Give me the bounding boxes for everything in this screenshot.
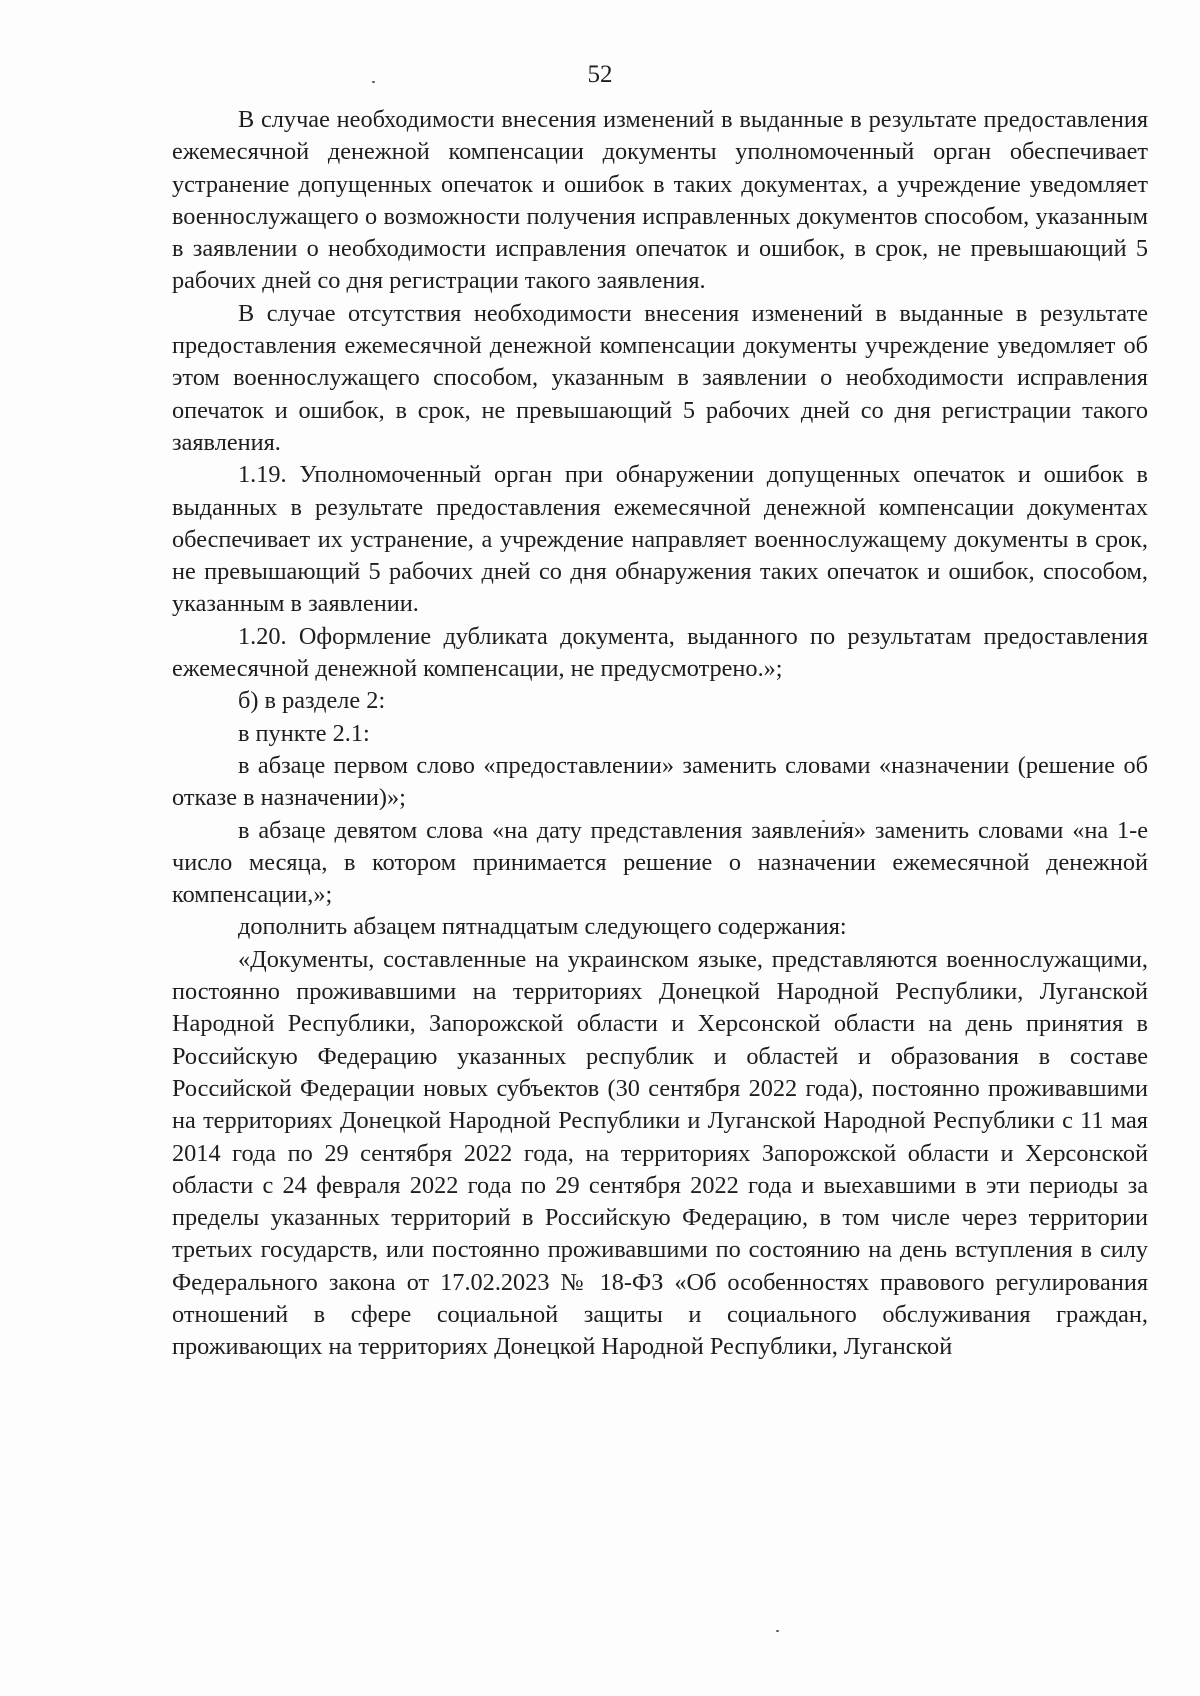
paragraph: В случае отсутствия необходимости внесения изменений в выданные в результате предоставления ежемесячной денежной компенсации документы учреждение уведомляет об этом военнослужащего способом, указанным в заявлении о необходимости исправления опечаток и ошибок, в срок, не превышающий 5 рабочих дней со дня регистрации такого заявления. — [172, 299, 1148, 456]
paragraph: в пункте 2.1: — [238, 719, 370, 747]
paragraph: б) в разделе 2: — [238, 687, 386, 715]
page-number: 52 — [587, 61, 613, 88]
paragraph: в абзаце девятом слова «на дату представления заявления» заменить словами «на 1-е число месяца, в котором принимается решение о назначении ежемесячной денежной компенсации,»; — [172, 816, 1148, 909]
paragraph: дополнить абзацем пятнадцатым следующего содержания: — [238, 913, 847, 941]
scan-speck — [372, 81, 375, 83]
paragraph: 1.19. Уполномоченный орган при обнаружении допущенных опечаток и ошибок в выданных в результате предоставления ежемесячной денежной компенсации документах обеспечивает их устранение, а учреждение направляет военнослужащему документы в срок, не превышающий 5 рабочих дней со дня обнаружения таких опечаток и ошибок, способом, указанным в заявлении. — [172, 461, 1148, 618]
document-body — [172, 104, 1148, 1364]
paragraph: В случае необходимости внесения изменений в выданные в результате предоставления ежемесячной денежной компенсации документы уполномоченный орган обеспечивает устранение допущенных опечаток и ошибок в таких документах, а учреждение уведомляет военнослужащего о возможности получения исправленных документов способом, указанным в заявлении о необходимости исправления опечаток и ошибок, в срок, не превышающий 5 рабочих дней со дня регистрации такого заявления. — [172, 106, 1148, 295]
paragraph: в абзаце первом слово «предоставлении» заменить словами «назначении (решение об отказе в назначении)»; — [172, 751, 1148, 812]
scan-speck — [776, 1630, 779, 1632]
paragraph: «Документы, составленные на украинском языке, представляются военнослужащими, постоянно проживавшими на территориях Донецкой Народной Республики, Луганской Народной Республики, Запорожской области и Херсонской области на день принятия в Российскую Федерацию указанных республик и областей и образования в составе Российской Федерации новых субъектов (30 сентября 2022 года), постоянно проживавшими на территориях Донецкой Народной Республики и Луганской Народной Республики с 11 мая 2014 года по 29 сентября 2022 года, на территориях Запорожской области и Херсонской области с 24 февраля 2022 года по 29 сентября 2022 года и выехавшими в эти периоды за пределы указанных территорий в Российскую Федерацию, в том числе через территории третьих государств, или постоянно проживавшими по состоянию на день вступления в силу Федерального закона от 17.02.2023 № 18-ФЗ «Об особенностях правового регулирования отношений в сфере социальной защиты и социального обслуживания граждан, проживающих на территориях Донецкой Народной Республики, Луганской — [172, 945, 1148, 1361]
paragraph: 1.20. Оформление дубликата документа, выданного по результатам предоставления ежемесячной денежной компенсации, не предусмотрено.»; — [172, 622, 1148, 683]
